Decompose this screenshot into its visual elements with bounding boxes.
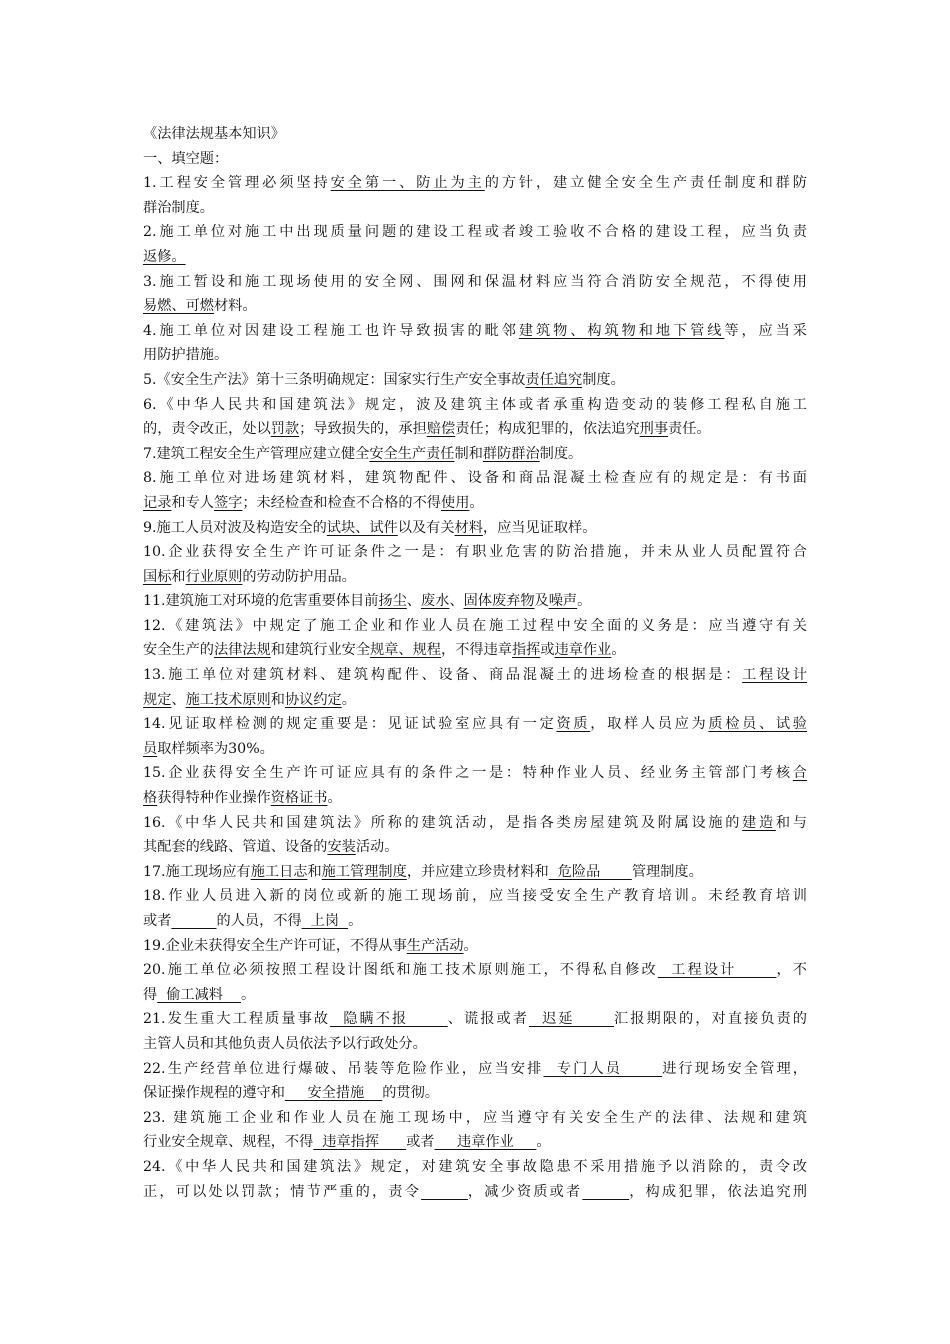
line-text: 活动。	[355, 839, 399, 856]
text-line	[143, 614, 807, 639]
answer-blank: 员	[143, 740, 158, 757]
line-text: 责任；构成犯罪的，依法追究	[455, 421, 640, 438]
text-line	[143, 1057, 807, 1082]
line-text: 管理制度。	[631, 863, 703, 880]
line-text: 正，可以处以罚款；情节严重的，责令	[143, 1183, 422, 1200]
text-line	[143, 1081, 807, 1106]
answer-blank: 行业原则	[185, 568, 243, 585]
text-line	[143, 319, 807, 344]
line-text: ，不得违章	[441, 642, 512, 659]
line-text: ，应当见证取样。	[482, 519, 597, 536]
line-text: 10.企业获得安全生产许可证条件之一是：有职业危害的防治措施，并未从业人员配置符合	[143, 544, 807, 561]
answer-blank: 隐瞒不报	[330, 1011, 448, 1028]
answer-blank: 违章作业	[434, 1134, 537, 1151]
line-text: 制度。	[582, 371, 625, 388]
line-text: 和	[307, 863, 322, 880]
line-text: 19.企业未获得安全生产许可证，不得从事	[143, 937, 407, 954]
answer-blank: 指挥	[511, 642, 541, 659]
answer-blank: 质检员、试验	[708, 716, 807, 733]
line-text: 8.施工单位对进场建筑材料，建筑物配件、设备和商品混凝土检查应有的规定是：有书面	[143, 470, 807, 487]
answer-blank: 格	[143, 790, 158, 807]
answer-blank: 罚款	[270, 421, 300, 438]
text-line	[143, 540, 807, 565]
line-text: 。	[341, 691, 356, 708]
line-text: ，取样人员应为	[590, 716, 709, 733]
text-line	[143, 860, 807, 885]
text-line	[143, 811, 807, 836]
document-title: 《法律法规基本知识》	[143, 126, 285, 142]
text-line	[143, 343, 807, 368]
line-text: 2.施工单位对施工中出现质量问题的建设工程或者竣工验收不合格的建设工程，应当负责	[143, 224, 807, 241]
line-text: 、谎报或者	[447, 1011, 529, 1028]
answer-blank: 资格证书	[270, 790, 328, 807]
line-text: 等，应当采	[724, 322, 807, 339]
text-line	[143, 171, 807, 196]
line-text: 。	[327, 790, 342, 807]
answer-blank: 国标	[143, 568, 172, 585]
line-text: 18.作业人员进入新的岗位或新的施工现场前，应当接受安全生产教育培训。未经教育培训	[143, 888, 807, 905]
line-text: 责任。	[668, 421, 711, 438]
answer-blank: 合	[792, 765, 807, 782]
text-line	[143, 294, 807, 319]
line-text: 。	[348, 913, 363, 929]
answer-blank	[171, 913, 216, 929]
line-text: 、	[406, 593, 421, 610]
text-line	[143, 958, 807, 983]
line-text: 群治制度。	[143, 199, 214, 216]
answer-blank: 噪声	[548, 593, 578, 610]
text-line	[143, 1032, 807, 1057]
line-text: 和建筑行业安全	[270, 642, 371, 659]
line-text: 。	[536, 1134, 551, 1151]
text-line	[143, 245, 807, 270]
answer-blank: 专门人员	[543, 1060, 663, 1077]
text-line	[143, 516, 807, 541]
text-line	[143, 442, 807, 467]
answer-blank: 法律法规	[213, 642, 271, 659]
answer-blank	[421, 1184, 468, 1200]
answer-blank: 施工日志	[250, 863, 308, 880]
line-text: 和专人	[171, 494, 214, 511]
line-text: 。	[463, 937, 478, 954]
line-text: 的人员，不得	[216, 913, 302, 929]
line-text: 17.施工现场应有	[143, 863, 251, 880]
answer-blank: 返修。	[143, 248, 186, 265]
line-text: 取样频率为30%。	[157, 740, 274, 757]
line-text: 。	[577, 593, 592, 610]
answer-blank: 记录	[143, 494, 172, 511]
line-text: 7.建筑工程安全生产管理应建立健全	[143, 445, 370, 462]
line-text: 得	[143, 986, 158, 1003]
document-page	[143, 122, 807, 1204]
line-text: ；导致损失的，承担	[299, 421, 427, 438]
line-text: ，减少资质或者	[467, 1183, 583, 1200]
answer-blank: 安全生产责任	[369, 445, 455, 462]
line-text: ，并应建立珍贵材料和	[406, 863, 549, 880]
line-text: 保证操作规程的遵守和	[143, 1085, 285, 1102]
answer-blank: 材料	[454, 519, 483, 536]
answer-blank: 建筑物、构筑物和地下管线	[518, 322, 725, 339]
line-text: 的方针，建立健全安全生产责任制度和群防	[484, 175, 807, 192]
line-text: 5.《安全生产法》第十三条明确规定：国家实行生产安全事故	[143, 371, 526, 388]
answer-blank: 资质	[556, 716, 591, 733]
text-line	[143, 220, 807, 245]
line-text: 和	[171, 568, 186, 585]
line-text: 12.《建筑法》中规定了施工企业和作业人员在施工过程中安全面的义务是：应当遵守有关	[143, 617, 807, 634]
text-line	[143, 638, 807, 663]
line-text: 23. 建筑施工企业和作业人员在施工现场中，应当遵守有关安全生产的法律、法规和建筑	[143, 1109, 807, 1126]
line-text: 的，责令改正，处以	[143, 421, 271, 438]
answer-blank: 试块、试件	[326, 519, 398, 536]
text-line	[143, 1007, 807, 1032]
line-text: ，不	[776, 962, 807, 979]
line-text: 、	[449, 593, 464, 610]
line-text: 材料。	[213, 298, 257, 315]
answer-blank: 使用	[441, 494, 470, 511]
line-text: 安全生产的	[143, 642, 214, 659]
line-text: 汇报期限的，对直接负责的	[614, 1011, 807, 1028]
line-text: ，构成犯罪，依法追究刑	[629, 1183, 807, 1200]
answer-blank: 扬尘	[378, 593, 407, 610]
line-text: 的贯彻。	[382, 1085, 439, 1102]
line-text: 21.发生重大工程质量事故	[143, 1011, 331, 1028]
line-text: 、	[171, 691, 186, 708]
line-text: 行业安全规章、规程，不得	[143, 1134, 314, 1151]
line-text: 1.工程安全管理必须坚持	[143, 175, 331, 192]
answer-blank: 安全第一、防止为主	[330, 175, 485, 192]
text-line	[143, 1180, 807, 1205]
answer-blank: 废水	[420, 593, 450, 610]
answer-blank: 施工技术原则	[185, 691, 271, 708]
answer-blank: 固体废弃物	[463, 593, 535, 610]
line-text: 9.施工人员对波及构造安全的	[143, 519, 327, 536]
line-text: 4.施工单位对因建设工程施工也许导致损害的毗邻	[143, 322, 519, 339]
answer-blank: 群防群治	[482, 445, 540, 462]
text-line	[143, 1106, 807, 1131]
text-line	[143, 688, 807, 713]
answer-blank: 违章指挥	[313, 1134, 407, 1151]
text-line	[143, 786, 807, 811]
line-text: 16.《中华人民共和国建筑法》所称的建筑活动，是指各类房屋建筑及附属设施的	[143, 814, 743, 831]
text-line	[143, 1130, 807, 1155]
line-text: 以及有关	[397, 519, 455, 536]
line-text: 进行现场安全管理，	[662, 1060, 807, 1077]
section-heading: 一、填空题：	[143, 150, 229, 167]
answer-blank: 安全措施	[284, 1085, 383, 1102]
answer-blank: 上岗	[301, 913, 349, 929]
text-line	[143, 983, 807, 1008]
line-text: 或者	[143, 913, 172, 929]
text-line	[143, 393, 807, 418]
line-text: 11.建筑施工对环境的危害重要体目前	[143, 593, 379, 610]
answer-blank: 责任追究	[525, 371, 583, 388]
text-line	[143, 1155, 807, 1180]
text-line	[143, 835, 807, 860]
line-text: 或	[540, 642, 555, 659]
line-text: 。	[611, 642, 626, 659]
text-line	[143, 196, 807, 221]
answer-blank: 规章、规程	[370, 642, 441, 659]
text-line	[143, 909, 807, 934]
line-text: 主管人员和其他负责人员依法予以行政处分。	[143, 1035, 427, 1052]
answer-blank: 生产活动	[406, 937, 464, 954]
answer-blank: 协议约定	[284, 691, 342, 708]
text-line	[143, 589, 807, 614]
line-text: 6.《中华人民共和国建筑法》规定，波及建筑主体或者承重构造变动的装修工程私自施工	[143, 396, 807, 413]
line-text: 24.《中华人民共和国建筑法》规定，对建筑安全事故隐患不采用措施予以消除的，责令改	[143, 1158, 807, 1175]
answer-blank: 刑事	[639, 421, 669, 438]
text-line	[143, 565, 807, 590]
line-text: 22.生产经营单位进行爆破、吊装等危险作业，应当安排	[143, 1060, 544, 1077]
line-text: 的劳动防护用品。	[242, 568, 356, 585]
line-text: 制和	[454, 445, 483, 462]
line-text: 14.见证取样检测的规定重要是：见证试验室应具有一定	[143, 716, 557, 733]
text-line	[143, 712, 807, 737]
line-text: 获得特种作业操作	[157, 790, 271, 807]
text-line	[143, 761, 807, 786]
line-text: 15.企业获得安全生产许可证应具有的条件之一是：特种作业人员、经业务主管部门考核	[143, 765, 793, 782]
answer-blank: 赔偿	[426, 421, 456, 438]
answer-blank: 签字	[213, 494, 243, 511]
text-line	[143, 737, 807, 762]
text-line	[143, 417, 807, 442]
text-line	[143, 663, 807, 688]
line-text: 用防护措施。	[143, 347, 229, 364]
text-line	[143, 466, 807, 491]
line-text: 。	[241, 986, 256, 1003]
line-text: 13.施工单位对建筑材料、建筑构配件、设备、商品混凝土的进场检查的根据是：	[143, 667, 743, 684]
text-line	[143, 368, 807, 393]
text-line	[143, 491, 807, 516]
answer-blank: 违章作业	[554, 642, 612, 659]
answer-blank: 工程设计	[742, 667, 807, 684]
question-list	[143, 171, 807, 1204]
text-line	[143, 884, 807, 909]
text-line	[143, 934, 807, 959]
answer-blank: 危险品	[548, 863, 632, 880]
answer-blank: 偷工减料	[157, 986, 242, 1003]
line-text: 及	[534, 593, 549, 610]
line-text: 和	[270, 691, 285, 708]
line-text: 制度。	[539, 445, 583, 462]
answer-blank: 建造	[742, 814, 776, 831]
line-text: 20.施工单位必须按照工程设计图纸和施工技术原则施工，不得私自修改	[143, 962, 658, 979]
line-text: 3.施工暂设和施工现场使用的安全网、围网和保温材料应当符合消防安全规范，不得使用	[143, 273, 807, 290]
answer-blank: 施工管理制度	[321, 863, 407, 880]
answer-blank	[582, 1184, 629, 1200]
line-text: 其配套的线路、管道、设备的	[143, 839, 328, 856]
answer-blank: 工程设计	[657, 962, 777, 979]
answer-blank: 易燃、可燃	[143, 298, 214, 315]
line-text: ；未经检查和检查不合格的不得	[242, 494, 441, 511]
answer-blank: 迟延	[528, 1011, 615, 1028]
line-text: 。	[469, 494, 484, 511]
text-line	[143, 270, 807, 295]
line-text: 和与	[775, 814, 807, 831]
line-text: 或者	[406, 1134, 435, 1151]
answer-blank: 安装	[327, 839, 356, 856]
answer-blank: 规定	[143, 691, 172, 708]
